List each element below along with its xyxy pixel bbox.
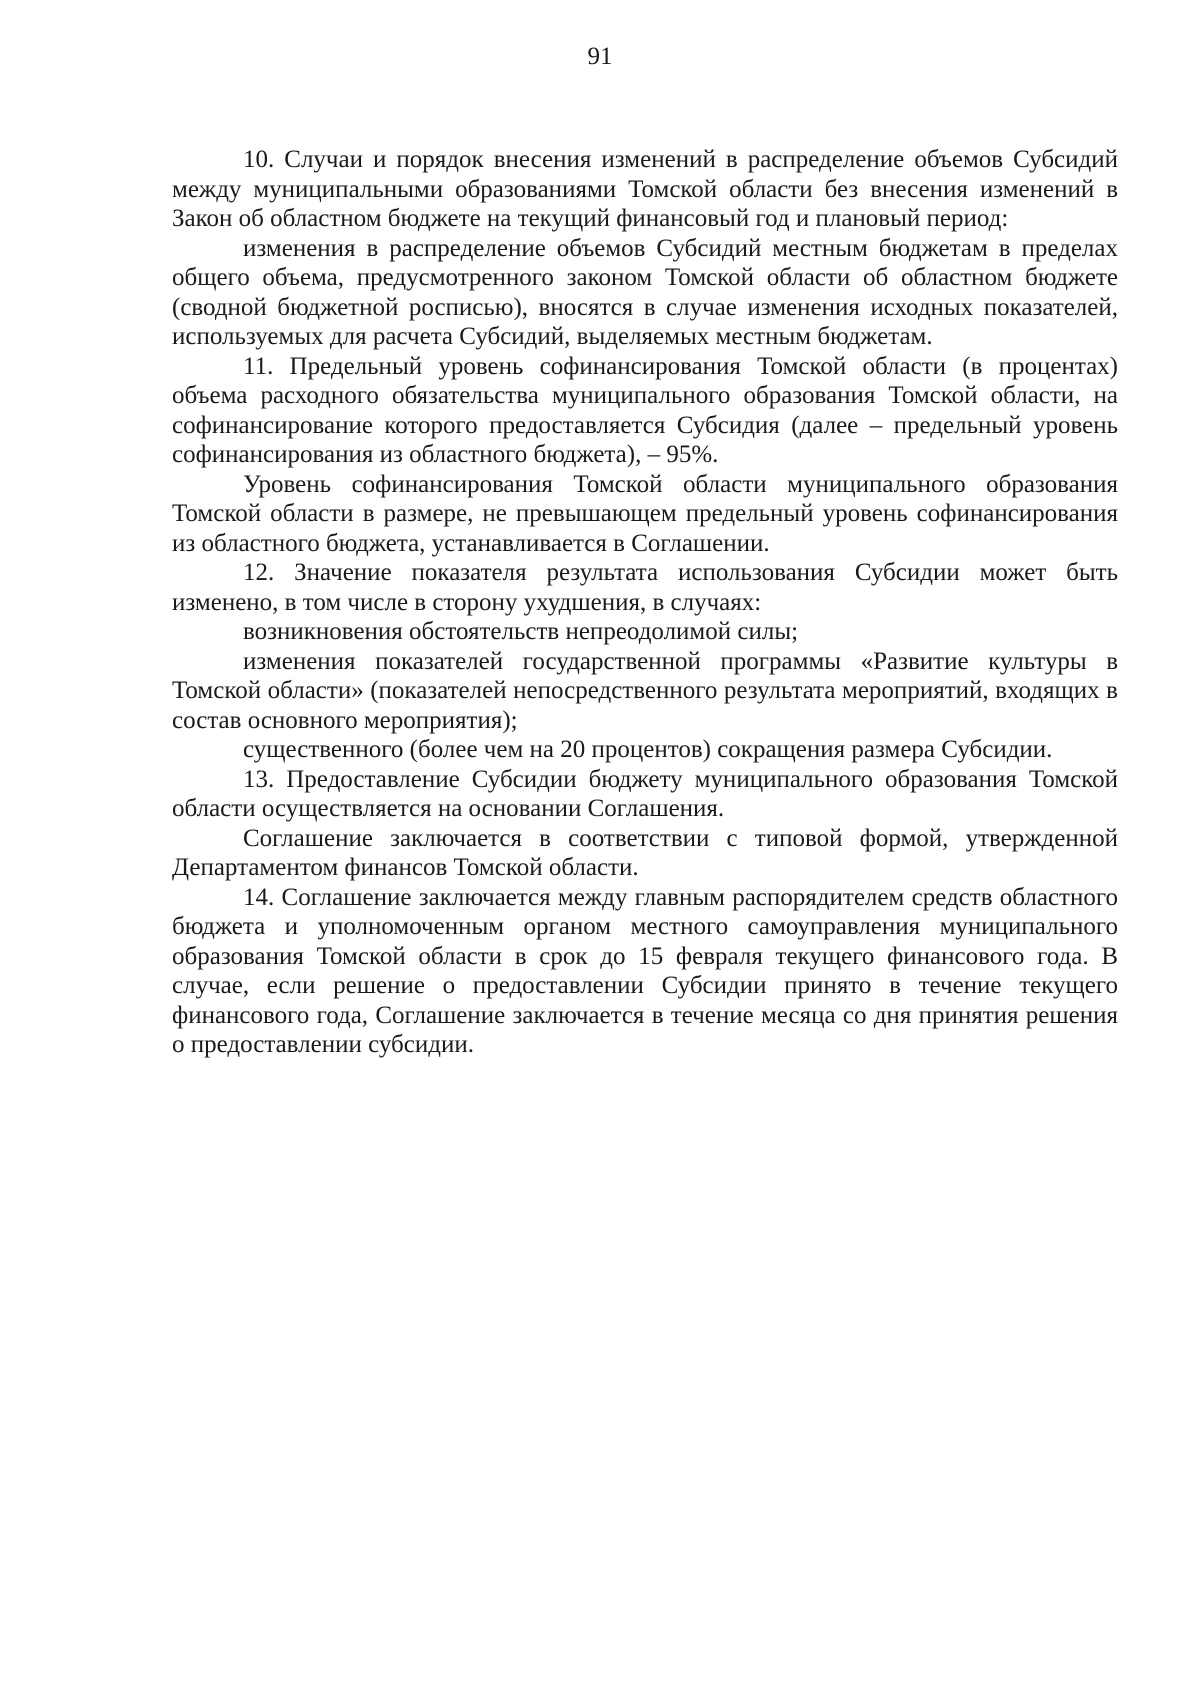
paragraph-11: 11. Предельный уровень софинансирования Томской области (в процентах) объема расходного обязательства муниципального образования Томской области, на софинансирование которого предоставляется Субсидия (далее – предельный уровень софинансирования из областного бюджета), – 95%. [172,352,1118,468]
paragraph-14: 14. Соглашение заключается между главным распорядителем средств областного бюджета и уполномоченным органом местного самоуправления муниципального образования Томской области в срок до 15 февраля текущего финансового года. В случае, если решение о предоставлении Субсидии принято в течение текущего финансового года, Соглашение заключается в течение месяца со дня принятия решения о предоставлении субсидии. [172,883,1118,1058]
paragraph-10-detail: изменения в распределение объемов Субсидий местным бюджетам в пределах общего объема, предусмотренного законом Томской области об областном бюджете (сводной бюджетной росписью), вносятся в случае изменения исходных показателей, используемых для расчета Субсидий, выделяемых местным бюджетам. [172,234,1118,350]
paragraph-12-case-1: возникновения обстоятельств непреодолимой силы; [243,618,799,645]
document-body [172,145,1118,1060]
paragraph-12: 12. Значение показателя результата использования Субсидии может быть изменено, в том числе в сторону ухудшения, в случаях: [172,559,1118,616]
paragraph-13-detail: Соглашение заключается в соответствии с типовой формой, утвержденной Департаментом финансов Томской области. [172,824,1118,881]
paragraph-10: 10. Случаи и порядок внесения изменений в распределение объемов Субсидий между муниципальными образованиями Томской области без внесения изменений в Закон об областном бюджете на текущий финансовый год и плановый период: [172,146,1118,232]
paragraph-12-case-3: существенного (более чем на 20 процентов) сокращения размера Субсидии. [243,736,1053,763]
paragraph-11-detail: Уровень софинансирования Томской области муниципального образования Томской области в размере, не превышающем предельный уровень софинансирования из областного бюджета, устанавливается в Соглашении. [172,470,1118,557]
page-number: 91 [587,43,613,70]
paragraph-12-case-2: изменения показателей государственной программы «Развитие культуры в Томской области» (показателей непосредственного результата мероприятий, входящих в состав основного мероприятия); [172,647,1118,734]
paragraph-13: 13. Предоставление Субсидии бюджету муниципального образования Томской области осуществляется на основании Соглашения. [172,765,1118,822]
